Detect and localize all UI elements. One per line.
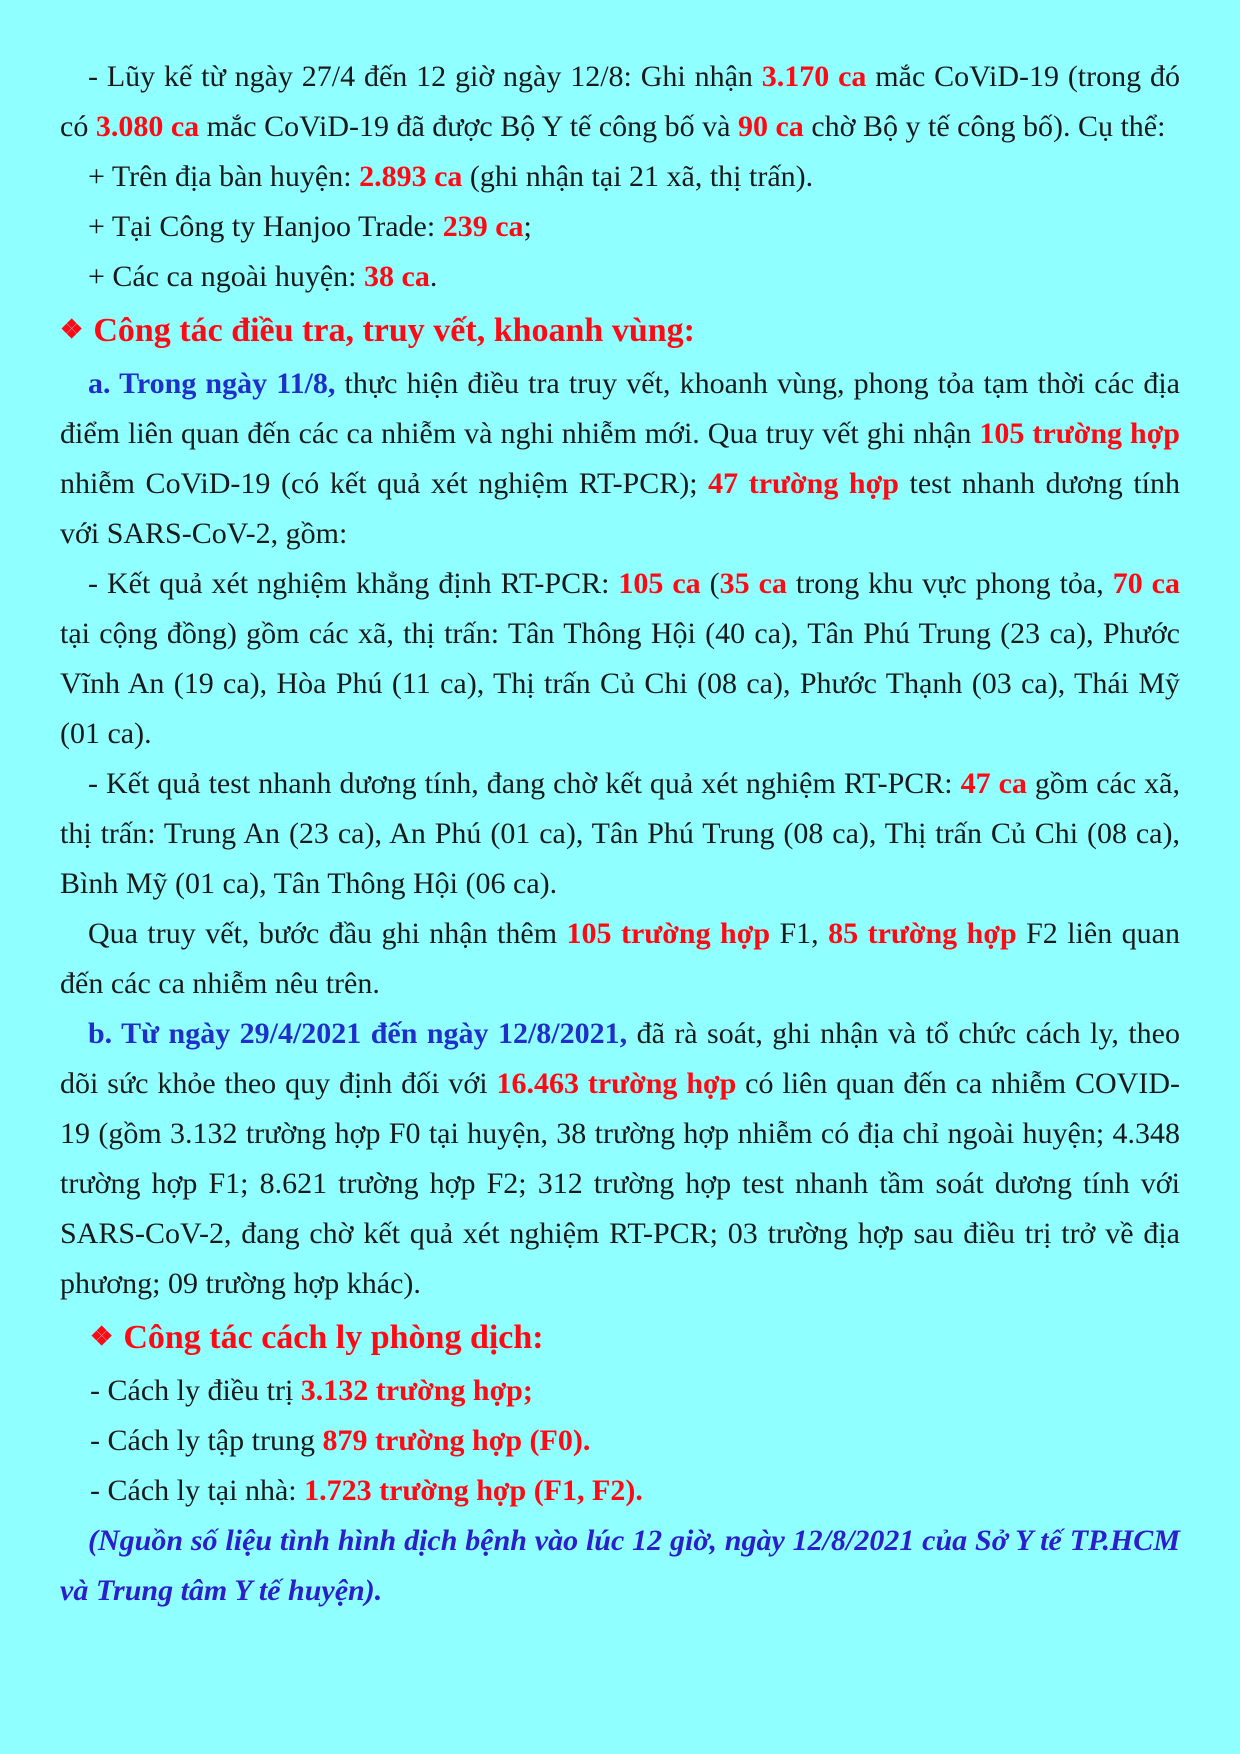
district-cases: 2.893 ca	[359, 160, 463, 193]
text: + Tại Công ty Hanjoo Trade:	[88, 210, 443, 243]
text: chờ Bộ y tế công bố). Cụ thể:	[803, 110, 1166, 143]
text: thực hiện điều tra truy vết, khoanh vùng, phong tỏa tạm thời các địa điểm liên quan đến các ca nhiễm và nghi nhiễm mới. Qua truy vết ghi nhận	[60, 367, 1180, 450]
section-heading-isolation	[60, 1309, 1180, 1366]
pcr-cases: 105 trường hợp	[979, 417, 1180, 450]
company-cases: 239 ca	[442, 210, 524, 243]
subsection-label: b. Từ ngày 29/4/2021 đến ngày 12/8/2021,	[88, 1017, 628, 1050]
text: mắc CoViD-19 (trong đó có	[60, 60, 1180, 143]
section-heading-investigation	[60, 302, 1180, 359]
text: Qua truy vết, bước đầu ghi nhận thêm	[88, 917, 567, 950]
text: + Các ca ngoài huyện:	[88, 260, 364, 293]
text: có liên quan đến ca nhiễm COVID-19 (gồm 3.132 trường hợp F0 tại huyện, 38 trường hợp nhiễm có địa chỉ ngoài huyện; 4.348 trường hợp F1; 8.621 trường hợp F2; 312 trường hợp test nhanh tầm soát dương tính với SARS-CoV-2, đang chờ kết quả xét nghiệm RT-PCR; 03 trường hợp sau điều trị trở về địa phương; 09 trường hợp khác).	[60, 1067, 1180, 1300]
trace-f2: 85 trường hợp	[828, 917, 1017, 950]
rapid-total: 47 ca	[960, 767, 1027, 800]
text: - Cách ly tập trung	[90, 1424, 323, 1457]
district-line	[60, 152, 1180, 202]
text: - Kết quả xét nghiệm khẳng định RT-PCR:	[88, 567, 619, 600]
heading-text: Công tác cách ly phòng dịch:	[123, 1319, 544, 1356]
paragraph-a	[60, 359, 1180, 559]
b-total: 16.463 trường hợp	[496, 1067, 737, 1100]
tracing-paragraph	[60, 909, 1180, 1009]
isolation-treatment-line	[60, 1366, 1180, 1416]
outside-line	[60, 252, 1180, 302]
rapid-cases: 47 trường hợp	[708, 467, 899, 500]
text: + Trên địa bàn huyện:	[88, 160, 360, 193]
heading-text: Công tác điều tra, truy vết, khoanh vùng:	[93, 312, 695, 349]
announced-cases: 3.080 ca	[95, 110, 200, 143]
outside-cases: 38 ca	[364, 260, 430, 293]
text: đã rà soát, ghi nhận và tổ chức cách ly, theo dõi sức khỏe theo quy định đối với	[60, 1017, 1180, 1100]
pending-cases: 90 ca	[737, 110, 804, 143]
text: - Kết quả test nhanh dương tính, đang chờ kết quả xét nghiệm RT-PCR:	[88, 767, 961, 800]
rapid-results-paragraph	[60, 759, 1180, 909]
text: gồm các xã, thị trấn: Trung An (23 ca), An Phú (01 ca), Tân Phú Trung (08 ca), Thị trấn Củ Chi (08 ca), Bình Mỹ (01 ca), Tân Thông Hội (06 ca).	[60, 767, 1180, 900]
text: (	[700, 567, 720, 600]
pcr-results-paragraph	[60, 559, 1180, 759]
text: tại cộng đồng) gồm các xã, thị trấn: Tân Thông Hội (40 ca), Tân Phú Trung (23 ca), Phước Vĩnh An (19 ca), Hòa Phú (11 ca), Thị trấn Củ Chi (08 ca), Phước Thạnh (03 ca), Thái Mỹ (01 ca).	[60, 617, 1180, 750]
diamond-bullet-icon: ❖	[90, 1322, 114, 1351]
text: .	[429, 260, 438, 293]
summary-paragraph	[60, 52, 1180, 152]
treatment-count: 3.132 trường hợp;	[300, 1374, 533, 1407]
text: F1,	[770, 917, 829, 950]
total-cases: 3.170 ca	[761, 60, 867, 93]
diamond-bullet-icon: ❖	[60, 315, 84, 344]
paragraph-b	[60, 1009, 1180, 1309]
pcr-total: 105 ca	[618, 567, 701, 600]
text: - Cách ly điều trị	[90, 1374, 301, 1407]
text: nhiễm CoViD-19 (có kết quả xét nghiệm RT-PCR);	[60, 467, 709, 500]
source-note: (Nguồn số liệu tình hình dịch bệnh vào lúc 12 giờ, ngày 12/8/2021 của Sở Y tế TP.HCM và Trung tâm Y tế huyện).	[60, 1524, 1180, 1607]
text: F2 liên quan đến các ca nhiễm nêu trên.	[60, 917, 1180, 1000]
subsection-label: a. Trong ngày 11/8,	[88, 367, 336, 400]
text: - Lũy kế từ ngày 27/4 đến 12 giờ ngày 12/8: Ghi nhận	[88, 60, 762, 93]
pcr-lockdown: 35 ca	[719, 567, 787, 600]
company-line	[60, 202, 1180, 252]
text: test nhanh dương tính với SARS-CoV-2, gồm:	[60, 467, 1180, 550]
home-count: 1.723 trường hợp (F1, F2).	[304, 1474, 643, 1507]
trace-f1: 105 trường hợp	[566, 917, 771, 950]
text: (ghi nhận tại 21 xã, thị trấn).	[462, 160, 814, 193]
text: mắc CoViD-19 đã được Bộ Y tế công bố và	[199, 110, 738, 143]
pcr-community: 70 ca	[1112, 567, 1180, 600]
isolation-home-line	[60, 1466, 1180, 1516]
text: - Cách ly tại nhà:	[90, 1474, 305, 1507]
isolation-central-line	[60, 1416, 1180, 1466]
text: ;	[523, 210, 532, 243]
text: trong khu vực phong tỏa,	[786, 567, 1113, 600]
central-count: 879 trường hợp (F0).	[322, 1424, 591, 1457]
